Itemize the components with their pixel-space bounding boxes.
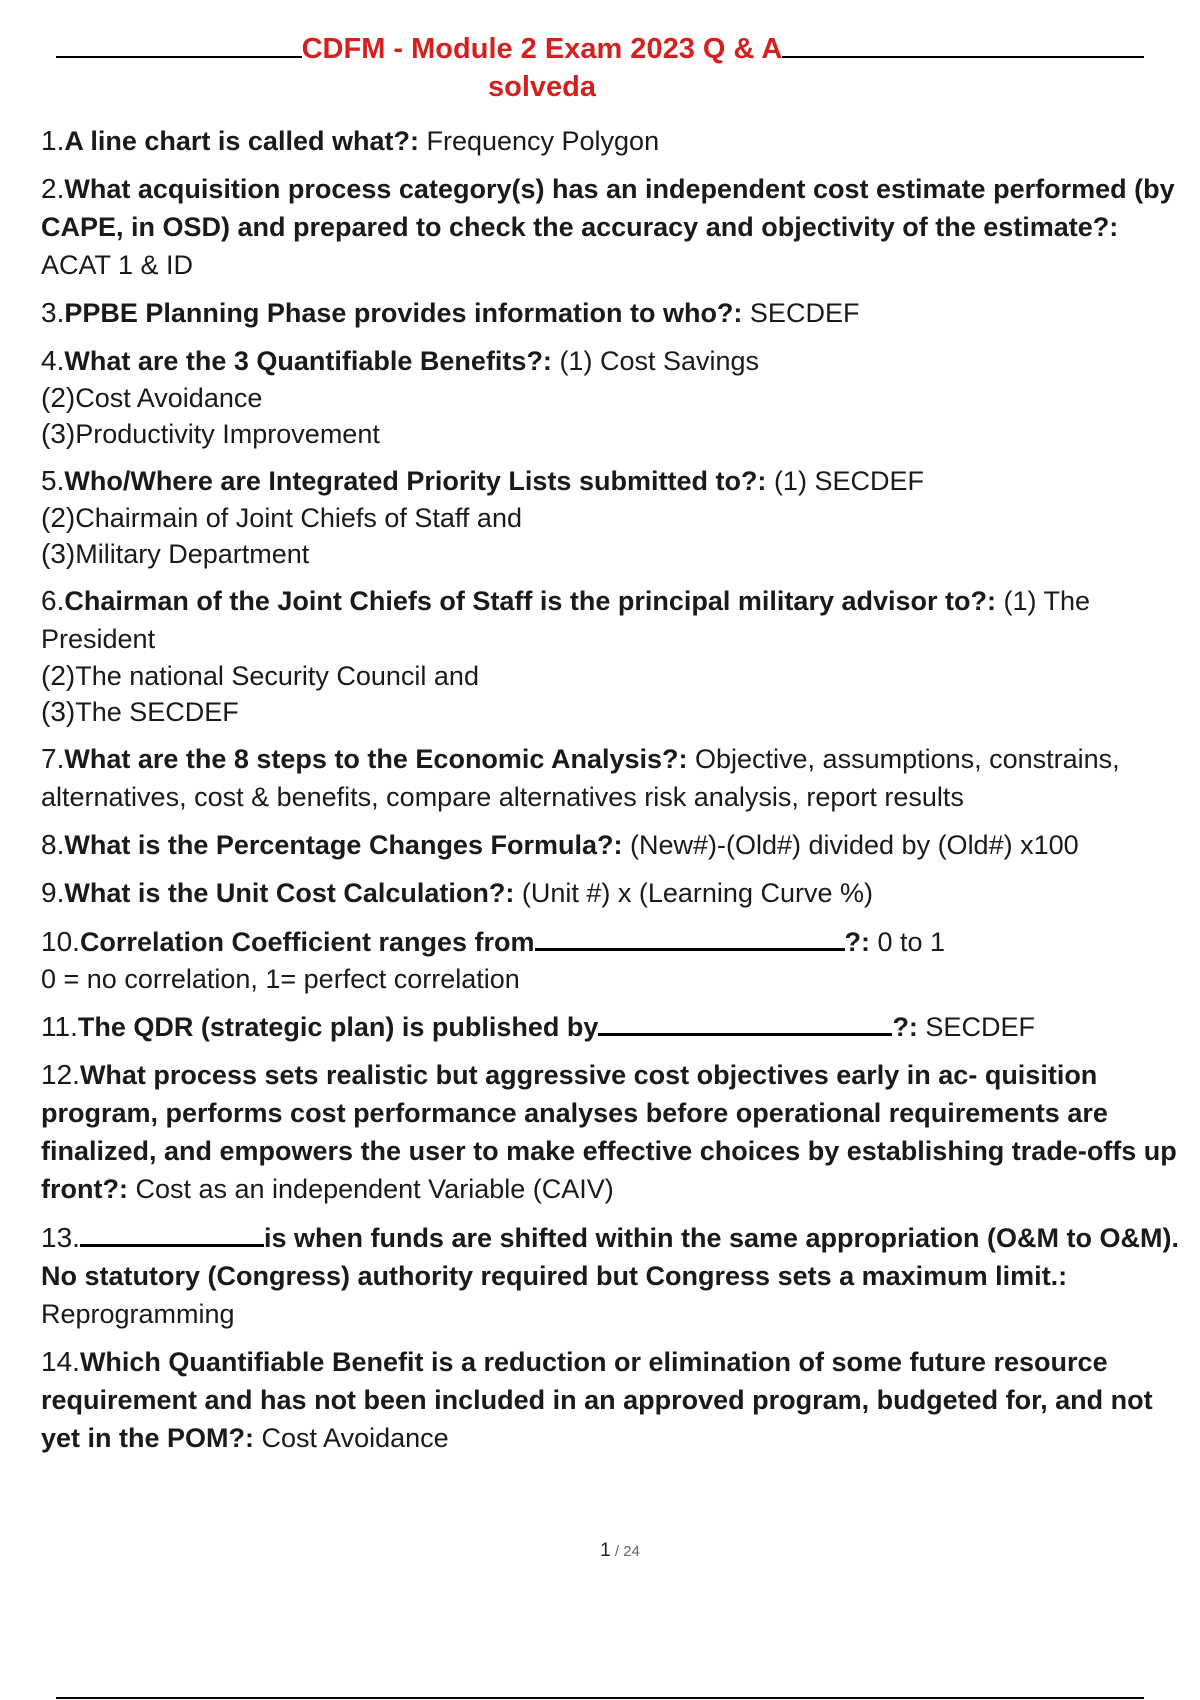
title-line-2: solveda bbox=[488, 71, 596, 103]
question-8: 8.What is the Percentage Changes Formula?: (New#)-(Old#) divided by (Old#) x100 bbox=[41, 829, 1079, 860]
question-text: Who/Where are Integrated Priority Lists submitted to?: bbox=[64, 466, 767, 496]
question-6: 6.Chairman of the Joint Chiefs of Staff is the principal military advisor to?: (1) The President (2)The national Security Council and (3)The SECDEF bbox=[41, 582, 1191, 730]
question-text: What process sets realistic but aggressive cost objectives early in ac- quisition program, performs cost performance analyses before operational requirements are finalized, and empowers the user to make effective choices by establishing trade-offs up front?: bbox=[41, 1060, 1177, 1204]
question-text: Chairman of the Joint Chiefs of Staff is the principal military advisor to?: bbox=[64, 586, 996, 616]
question-text: What acquisition process category(s) has an independent cost estimate performed (by CAPE, in OSD) and prepared to check the accuracy and objectivity of the estimate?: bbox=[41, 174, 1175, 242]
question-list bbox=[41, 122, 1191, 1467]
question-text: What is the Unit Cost Calculation?: bbox=[64, 878, 515, 908]
title-line-1: CDFM - Module 2 Exam 2023 Q & A bbox=[302, 30, 783, 68]
question-3: 3.PPBE Planning Phase provides information to who?: SECDEF bbox=[41, 297, 860, 328]
question-text: The QDR (strategic plan) is published by bbox=[77, 1012, 599, 1042]
question-4: 4.What are the 3 Quantifiable Benefits?: (1) Cost Savings (2)Cost Avoidance (3)Productivity Improvement bbox=[41, 342, 1191, 452]
answer-text: 0 to 1 bbox=[870, 927, 946, 957]
question-12: 12.What process sets realistic but aggressive cost objectives early in ac- quisition program, performs cost performance analyses before operational requirements are finalized, and empowers the user to make effective choices by establishing trade-offs up front?: Cost as an independent Variable (CAIV) bbox=[41, 1059, 1177, 1204]
question-text: PPBE Planning Phase provides information to who?: bbox=[64, 298, 743, 328]
document-header bbox=[0, 30, 1200, 106]
answer-note: 0 = no correlation, 1= perfect correlation bbox=[41, 964, 520, 994]
answer-item: (3)Military Department bbox=[41, 538, 310, 569]
answer-text: (Unit #) x (Learning Curve %) bbox=[514, 878, 873, 908]
answer-text: SECDEF bbox=[742, 298, 860, 328]
answer-text: Cost Avoidance bbox=[254, 1423, 449, 1453]
question-13: 13. is when funds are shifted within the same appropriation (O&M to O&M). No statutory (Congress) authority required but Congress sets a maximum limit.: Reprogramming bbox=[41, 1218, 1191, 1333]
question-text: What is the Percentage Changes Formula?: bbox=[64, 830, 623, 860]
answer-text: (New#)-(Old#) divided by (Old#) x100 bbox=[622, 830, 1079, 860]
question-text: A line chart is called what?: bbox=[64, 126, 419, 156]
question-11: 11.The QDR (strategic plan) is published by ?: SECDEF bbox=[41, 1007, 1191, 1046]
question-text: What are the 3 Quantifiable Benefits?: bbox=[64, 346, 552, 376]
question-7: 7.What are the 8 steps to the Economic Analysis?: Objective, assumptions, constrains, alternatives, cost & benefits, compare alternatives risk analysis, report results bbox=[41, 743, 1120, 812]
question-text: What are the 8 steps to the Economic Analysis?: bbox=[64, 744, 688, 774]
question-text: Correlation Coefficient ranges from bbox=[79, 927, 535, 957]
answer-item: (2)Cost Avoidance bbox=[41, 382, 263, 413]
question-9: 9.What is the Unit Cost Calculation?: (Unit #) x (Learning Curve %) bbox=[41, 877, 873, 908]
page-indicator bbox=[0, 1540, 1200, 1562]
page-total: / 24 bbox=[610, 1543, 640, 1560]
footer-rule bbox=[56, 1697, 1144, 1699]
answer-text: (1) The President bbox=[41, 586, 1091, 654]
fill-in-blank bbox=[80, 1218, 264, 1247]
answer-text: Objective, assumptions, constrains, alternatives, cost & benefits, compare alternatives risk analysis, report results bbox=[41, 744, 1120, 812]
answer-item: (2)Chairmain of Joint Chiefs of Staff and bbox=[41, 502, 522, 533]
question-2: 2.What acquisition process category(s) has an independent cost estimate performed (by CAPE, in OSD) and prepared to check the accuracy and objectivity of the estimate?: ACAT 1 & ID bbox=[41, 173, 1175, 280]
fill-in-blank bbox=[598, 1007, 892, 1036]
page-number: 1 bbox=[600, 1540, 611, 1561]
question-text: is when funds are shifted within the same appropriation (O&M to O&M). No statutory (Congress) authority required but Congress sets a maximum limit.: bbox=[41, 1223, 1179, 1291]
answer-text: Frequency Polygon bbox=[418, 126, 660, 156]
answer-text: Cost as an independent Variable (CAIV) bbox=[127, 1174, 614, 1204]
answer-text: SECDEF bbox=[917, 1012, 1035, 1042]
answer-item: (3)Productivity Improvement bbox=[41, 418, 380, 449]
answer-text: ACAT 1 & ID bbox=[41, 250, 194, 280]
question-5: 5.Who/Where are Integrated Priority Lists submitted to?: (1) SECDEF (2)Chairmain of Joint Chiefs of Staff and (3)Military Department bbox=[41, 462, 1191, 572]
question-text: Which Quantifiable Benefit is a reduction or elimination of some future resource requirement and has not been included in an approved program, budgeted for, and not yet in the POM?: bbox=[41, 1347, 1153, 1453]
question-10: 10.Correlation Coefficient ranges from ?: 0 to 1 0 = no correlation, 1= perfect correlation bbox=[41, 922, 1191, 997]
fill-in-blank bbox=[535, 922, 845, 951]
question-14: 14.Which Quantifiable Benefit is a reduction or elimination of some future resource requirement and has not been included in an approved program, budgeted for, and not yet in the POM?: Cost Avoidance bbox=[41, 1346, 1153, 1453]
question-1: 1.A line chart is called what?: Frequency Polygon bbox=[41, 125, 660, 156]
answer-text: Reprogramming bbox=[41, 1299, 235, 1329]
answer-text: (1) SECDEF bbox=[766, 466, 924, 496]
document-title bbox=[0, 30, 1084, 106]
answer-item: (3)The SECDEF bbox=[41, 696, 239, 727]
answer-text: (1) Cost Savings bbox=[551, 346, 760, 376]
answer-item: (2)The national Security Council and bbox=[41, 660, 479, 691]
